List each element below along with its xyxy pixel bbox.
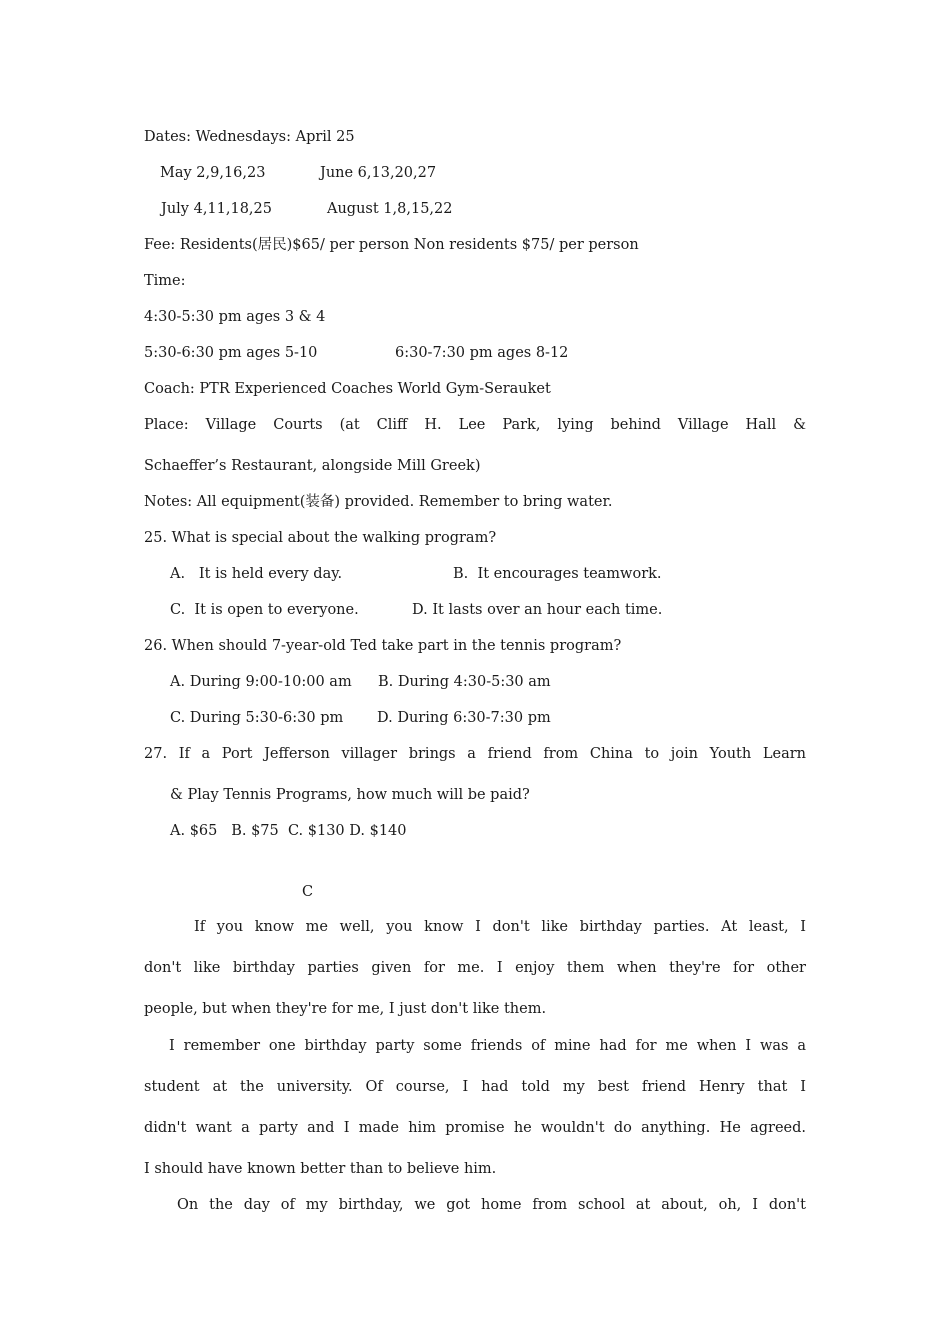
passage-p2-line-4: I should have known better than to believe him.	[144, 1161, 497, 1177]
passage-p1-line-3: people, but when they're for me, I just don't like them.	[144, 1001, 547, 1017]
question-27-options: A. $65 B. $75 C. $130 D. $140	[170, 823, 407, 839]
question-27-stem-line-2: & Play Tennis Programs, how much will be paid?	[170, 787, 530, 803]
dates-june: June 6,13,20,27	[320, 165, 437, 181]
place-line-1: Place: Village Courts (at Cliff H. Lee Park, lying behind Village Hall &	[144, 417, 806, 433]
passage-p3-line-1: On the day of my birthday, we got home from school at about, oh, I don't	[177, 1197, 806, 1213]
dates-august: August 1,8,15,22	[327, 201, 453, 217]
question-25-option-d: D. It lasts over an hour each time.	[412, 602, 663, 618]
question-25-option-b: B. It encourages teamwork.	[453, 566, 662, 582]
time-label: Time:	[144, 273, 186, 289]
dates-july: July 4,11,18,25	[161, 201, 272, 217]
passage-p2-line-2: student at the university. Of course, I had told my best friend Henry that I	[144, 1079, 806, 1095]
question-26-option-d: D. During 6:30-7:30 pm	[377, 710, 551, 726]
fee-line: Fee: Residents(居民)$65/ per person Non residents $75/ per person	[144, 237, 639, 253]
time-slot-1: 4:30-5:30 pm ages 3 & 4	[144, 309, 326, 325]
notes-line: Notes: All equipment(装备) provided. Remember to bring water.	[144, 494, 613, 510]
time-slot-3: 6:30-7:30 pm ages 8-12	[395, 345, 569, 361]
passage-p2-line-1: I remember one birthday party some friends of mine had for me when I was a	[169, 1038, 806, 1054]
question-25-option-a: A. It is held every day.	[170, 566, 343, 582]
question-25-option-c: C. It is open to everyone.	[170, 602, 359, 618]
coach-line: Coach: PTR Experienced Coaches World Gym-Serauket	[144, 381, 551, 397]
question-26-stem: 26. When should 7-year-old Ted take part in the tennis program?	[144, 638, 622, 654]
passage-p1-line-2: don't like birthday parties given for me. I enjoy them when they're for other	[144, 960, 806, 976]
question-25-stem: 25. What is special about the walking program?	[144, 530, 497, 546]
passage-p2-line-3: didn't want a party and I made him promise he wouldn't do anything. He agreed.	[144, 1120, 806, 1136]
question-26-option-b: B. During 4:30-5:30 am	[378, 674, 551, 690]
question-27-stem-line-1: 27. If a Port Jefferson villager brings a friend from China to join Youth Learn	[144, 746, 806, 762]
passage-heading: C	[302, 884, 314, 900]
dates-may: May 2,9,16,23	[160, 165, 266, 181]
question-26-option-a: A. During 9:00-10:00 am	[170, 674, 352, 690]
place-line-2: Schaeffer’s Restaurant, alongside Mill Greek)	[144, 458, 481, 474]
passage-p1-line-1: If you know me well, you know I don't like birthday parties. At least, I	[194, 919, 806, 935]
dates-line: Dates: Wednesdays: April 25	[144, 129, 355, 145]
time-slot-2: 5:30-6:30 pm ages 5-10	[144, 345, 318, 361]
question-26-option-c: C. During 5:30-6:30 pm	[170, 710, 344, 726]
